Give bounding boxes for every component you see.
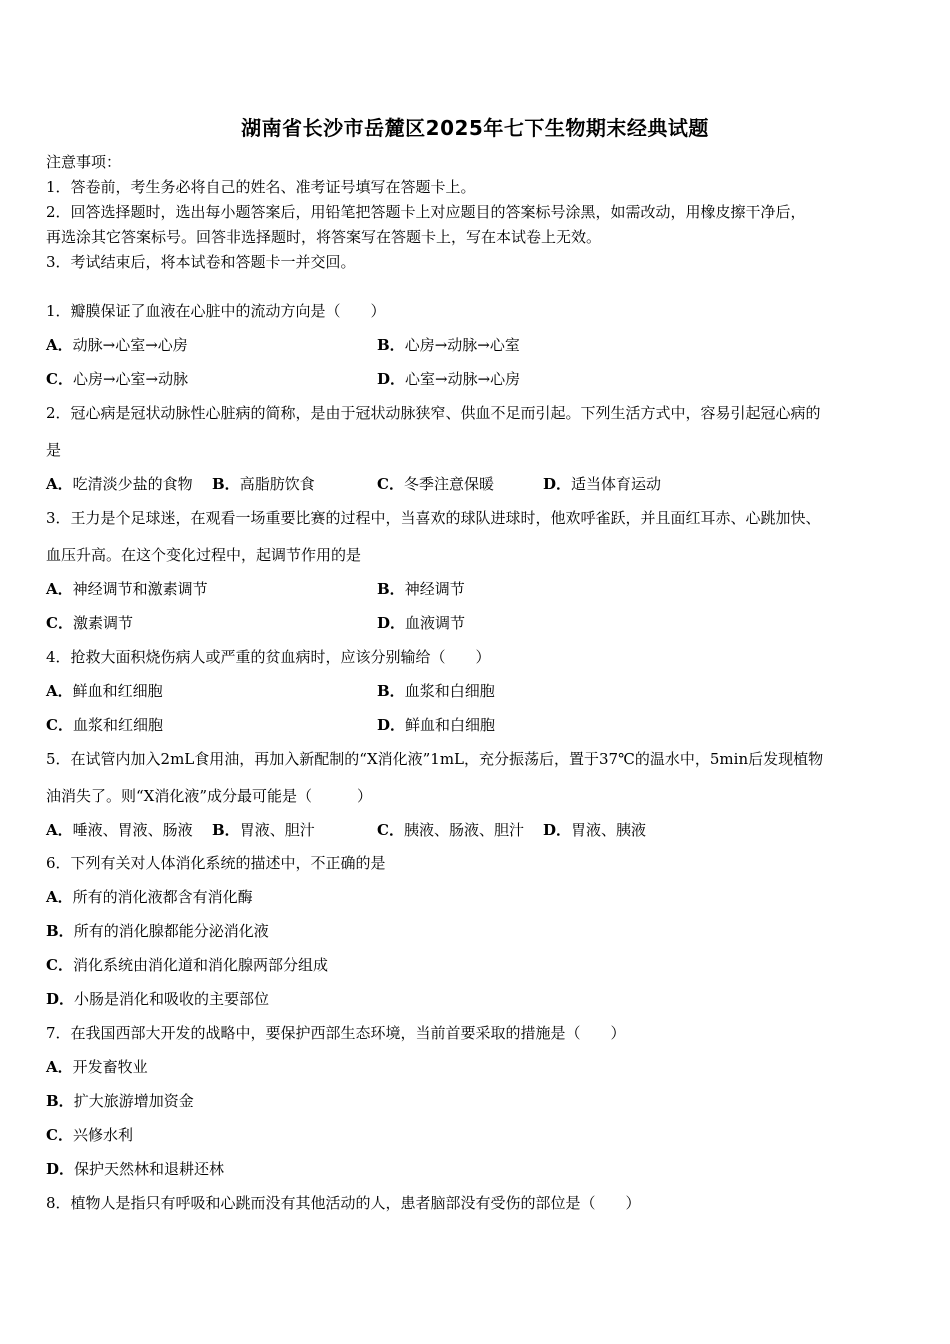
q5-option-b: B．胃液、胆汁: [212, 821, 315, 839]
notice-item-1: 1．答卷前，考生务必将自己的姓名、准考证号填写在答题卡上。: [46, 178, 476, 196]
q2-option-c: C．冬季注意保暖: [377, 475, 494, 493]
page-title: 湖南省长沙市岳麓区2025年七下生物期末经典试题: [241, 116, 709, 140]
q1-option-b: B．心房→动脉→心室: [377, 336, 520, 354]
q2-option-a: A．吃清淡少盐的食物: [46, 475, 193, 493]
q4-option-c: C．血浆和红细胞: [46, 716, 163, 734]
q5-option-a: A．唾液、胃液、肠液: [46, 821, 193, 839]
notice-item-3: 3．考试结束后，将本试卷和答题卡一并交回。: [46, 253, 356, 271]
q5-option-d: D．胃液、胰液: [543, 821, 647, 839]
q4-option-d: D．鲜血和白细胞: [377, 716, 496, 734]
q4-option-b: B．血浆和白细胞: [377, 682, 495, 700]
q3-option-a: A．神经调节和激素调节: [46, 580, 208, 598]
question-2-stem: 2．冠心病是冠状动脉性心脏病的简称，是由于冠状动脉狭窄、供血不足而引起。下列生活方式中，容易引起冠心病的: [46, 404, 821, 422]
q6-option-c: C．消化系统由消化道和消化腺两部分组成: [46, 956, 328, 974]
q3-option-b: B．神经调节: [377, 580, 465, 598]
notice-heading: 注意事项：: [46, 153, 122, 171]
question-3-stem: 3．王力是个足球迷，在观看一场重要比赛的过程中，当喜欢的球队进球时，他欢呼雀跃，并且面红耳赤、心跳加快、: [46, 509, 821, 527]
q6-option-d: D．小肠是消化和吸收的主要部位: [46, 990, 270, 1008]
q2-option-d: D．适当体育运动: [543, 475, 662, 493]
question-3-stem-cont: 血压升高。在这个变化过程中，起调节作用的是: [46, 546, 362, 564]
question-7-stem: 7．在我国西部大开发的战略中，要保护西部生态环境，当前首要采取的措施是（ ）: [46, 1024, 626, 1042]
q7-option-b: B．扩大旅游增加资金: [46, 1092, 194, 1110]
question-5-stem-cont: 油消失了。则“X消化液”成分最可能是（ ）: [46, 787, 373, 805]
q7-option-c: C．兴修水利: [46, 1126, 133, 1144]
q5-option-c: C．胰液、肠液、胆汁: [377, 821, 524, 839]
question-2-stem-cont: 是: [46, 441, 62, 459]
q1-option-a: A．动脉→心室→心房: [46, 336, 188, 354]
question-5-stem: 5．在试管内加入2mL食用油，再加入新配制的“X消化液”1mL，充分振荡后，置于37℃的温水中，5min后发现植物: [46, 750, 824, 768]
question-6-stem: 6．下列有关对人体消化系统的描述中，不正确的是: [46, 854, 386, 872]
q4-option-a: A．鲜血和红细胞: [46, 682, 163, 700]
q7-option-d: D．保护天然林和退耕还林: [46, 1160, 225, 1178]
q3-option-c: C．激素调节: [46, 614, 133, 632]
q2-option-b: B．高脂肪饮食: [212, 475, 315, 493]
q6-option-a: A．所有的消化液都含有消化酶: [46, 888, 253, 906]
q1-option-d: D．心室→动脉→心房: [377, 370, 521, 388]
q3-option-d: D．血液调节: [377, 614, 466, 632]
question-8-stem: 8．植物人是指只有呼吸和心跳而没有其他活动的人，患者脑部没有受伤的部位是（ ）: [46, 1194, 641, 1212]
question-4-stem: 4．抢救大面积烧伤病人或严重的贫血病时，应该分别输给（ ）: [46, 648, 491, 666]
q7-option-a: A．开发畜牧业: [46, 1058, 148, 1076]
q6-option-b: B．所有的消化腺都能分泌消化液: [46, 922, 269, 940]
question-1-stem: 1．瓣膜保证了血液在心脏中的流动方向是（ ）: [46, 302, 386, 320]
q1-option-c: C．心房→心室→动脉: [46, 370, 189, 388]
notice-item-2-cont: 再选涂其它答案标号。回答非选择题时，将答案写在答题卡上，写在本试卷上无效。: [46, 228, 602, 246]
notice-item-2: 2．回答选择题时，选出每小题答案后，用铅笔把答题卡上对应题目的答案标号涂黑，如需改动，用橡皮擦干净后，: [46, 203, 806, 221]
